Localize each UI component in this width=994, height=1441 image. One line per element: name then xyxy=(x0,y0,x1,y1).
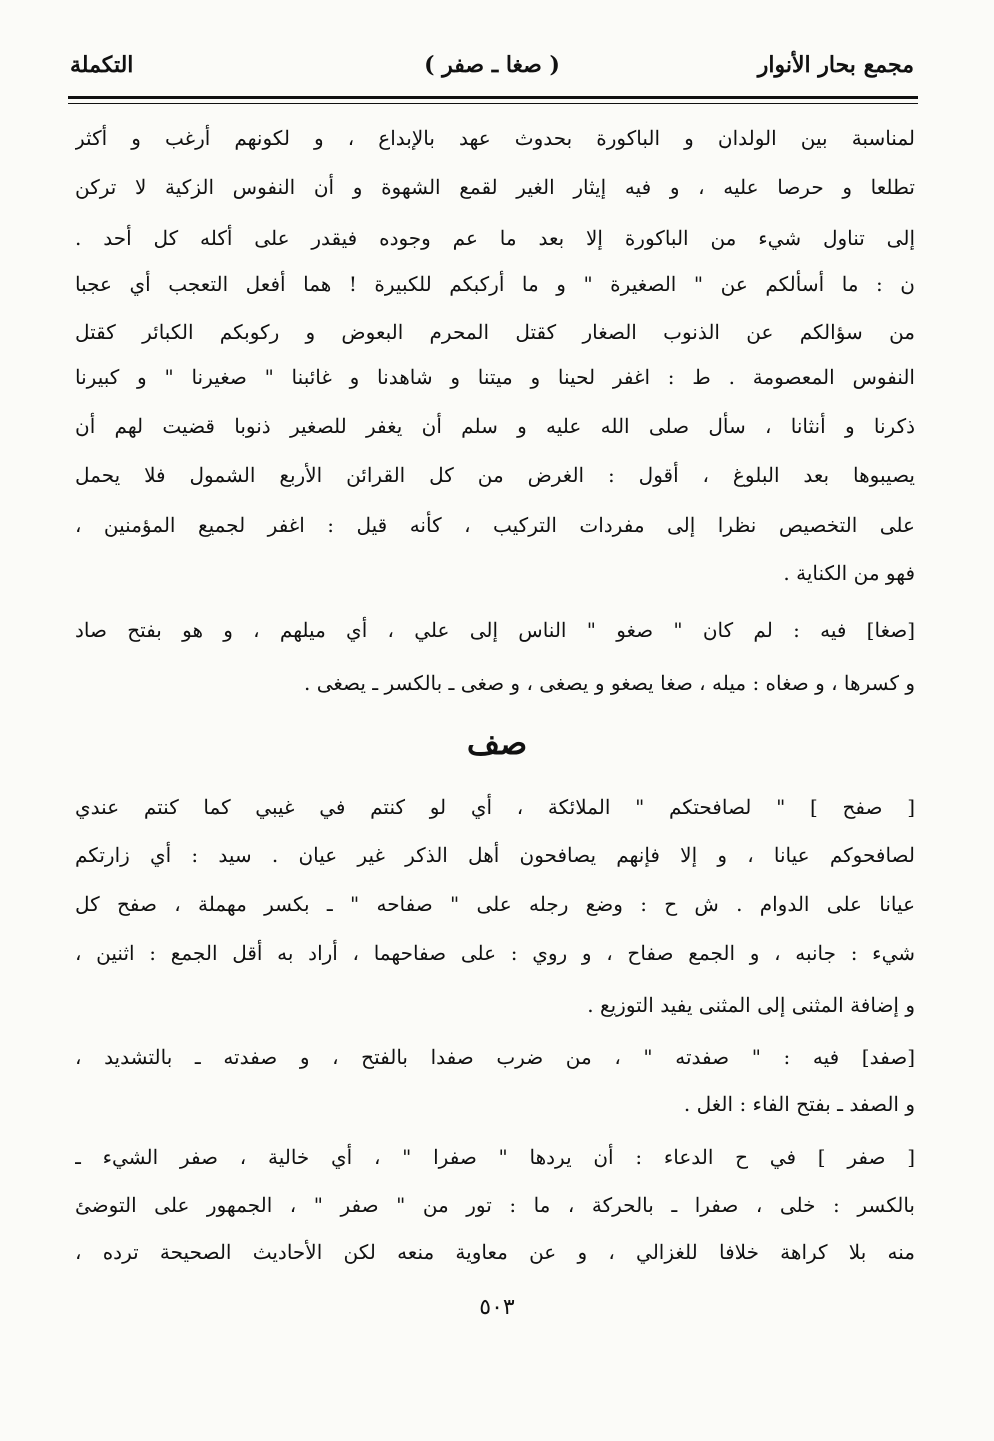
text-line: تطلعا و حرصا عليه ، و فيه إيثار الغير لقمع الشهوة و أن النفوس الزكية لا تركن xyxy=(75,175,915,199)
running-header xyxy=(70,52,914,92)
section-label: التكملة xyxy=(70,52,134,78)
entry-safar-line: [ صفر ] في ح الدعاء : أن يردها " صفرا " ، أي خالية ، صفر الشيء ـ xyxy=(75,1145,915,1169)
text-line: من سؤالكم عن الذنوب الصغار كقتل المحرم البعوض و ركوبكم الكبائر كقتل xyxy=(75,320,915,344)
page-number: ٥٠٣ xyxy=(479,1295,515,1320)
text-line: ن : ما أسألكم عن " الصغيرة " و ما أركبكم للكبيرة ! هما أفعل التعجب أي عجبا xyxy=(75,272,915,296)
text-line: ذكرنا و أنثانا ، سأل صلى الله عليه و سلم أن يغفر للصغير ذنوبا قضيت لهم أن xyxy=(75,414,915,438)
header-rule-thick xyxy=(68,96,918,99)
section-heading: صف xyxy=(466,724,528,762)
text-line: على التخصيص نظرا إلى مفردات التركيب ، كأنه قيل : اغفر لجميع المؤمنين ، xyxy=(75,513,915,537)
entry-safh-line: عيانا على الدوام . ش ح : وضع رجله على " صفاحه " ـ بكسر مهملة ، صفح كل xyxy=(75,892,915,916)
book-title: مجمع بحار الأنوار xyxy=(757,52,914,78)
text-line: النفوس المعصومة . ط : اغفر لحينا و ميتنا و شاهدنا و غائبنا " صغيرنا " و كبيرنا xyxy=(75,365,915,389)
entry-safh-line: و إضافة المثنى إلى المثنى يفيد التوزيع . xyxy=(587,993,915,1017)
text-line: يصيبوها بعد البلوغ ، أقول : الغرض من كل القرائن الأربع الشمول فلا يحمل xyxy=(75,463,915,487)
text-line: لمناسبة بين الولدان و الباكورة بحدوث عهد بالإبداع ، و لكونهم أرغب و أكثر xyxy=(75,126,915,150)
entry-safh-line: لصافحوكم عيانا ، و إلا فإنهم يصافحون أهل الذكر غير عيان . سيد : أي زارتكم xyxy=(75,843,915,867)
text-line: فهو من الكناية . xyxy=(783,561,915,585)
entry-sagha-line: [صغا] فيه : لم كان " صغو " الناس إلى علي ، أي ميلهم ، و هو بفتح صاد xyxy=(75,618,915,642)
entry-safar-line: منه بلا كراهة خلافا للغزالي ، و عن معاوية منعه لكن الأحاديث الصحيحة ترده ، xyxy=(75,1240,915,1264)
text-line: إلى تناول شيء من الباكورة إلا بعد ما عم وجوده فيقدر على أكله كل أحد . xyxy=(75,226,915,250)
entry-safar-line: بالكسر : خلى ، صفرا ـ بالحركة ، ما : تور من " صفر " ، الجمهور على التوضئ xyxy=(75,1193,915,1217)
entry-safh-line: [ صفح ] " لصافحتكم " الملائكة ، أي لو كنتم في غيبي كما كنتم عندي xyxy=(75,795,915,819)
entry-range: ( صغا ـ صفر ) xyxy=(424,52,560,78)
entry-safad-line: [صفد] فيه : " صفدته " ، من ضرب صفدا بالفتح ، و صفدته ـ بالتشديد ، xyxy=(75,1045,915,1069)
entry-sagha-line: و كسرها ، و صغاه : ميله ، صغا يصغو و يصغى ، و صغى ـ بالكسر ـ يصغى . xyxy=(304,671,915,695)
entry-safh-line: شيء : جانبه ، و الجمع صفاح ، و روي : على صفاحهما ، أراد به أقل الجمع : اثنين ، xyxy=(75,941,915,965)
header-rule-thin xyxy=(68,103,918,104)
entry-safad-line: و الصفد ـ بفتح الفاء : الغل . xyxy=(683,1092,915,1116)
